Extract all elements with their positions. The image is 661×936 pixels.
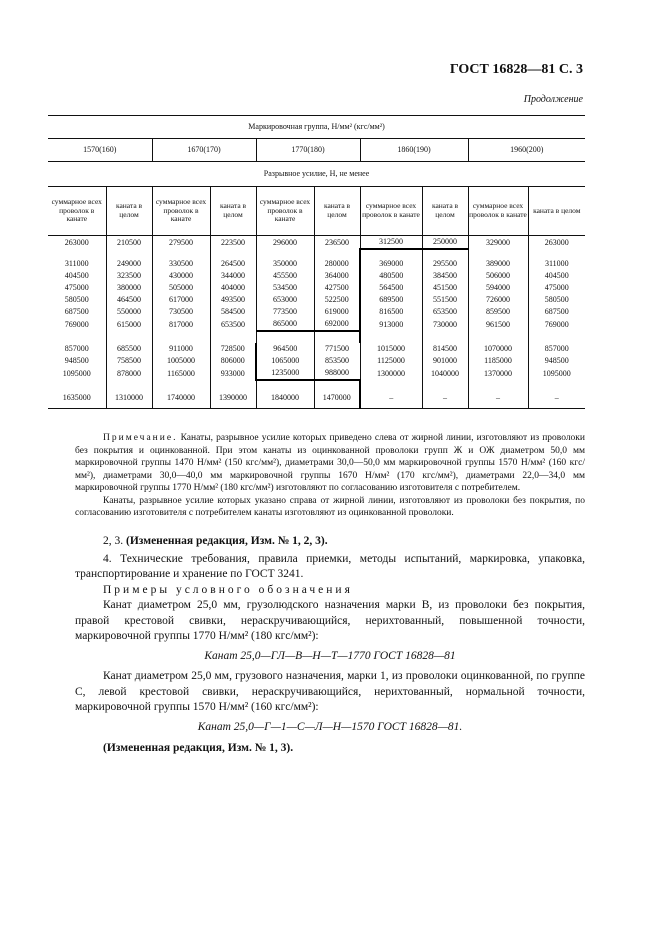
- col-header-total: суммарное всех проволок в канате: [152, 187, 210, 236]
- table-cell: 730500: [152, 306, 210, 318]
- table-cell: 210500: [106, 236, 152, 250]
- example-1-code: Канат 25,0—ГЛ—В—Н—Т—1770 ГОСТ 16828—81: [204, 649, 456, 662]
- table-cell: –: [468, 392, 528, 409]
- table-cell: 964500: [256, 343, 314, 355]
- table-cell: 913000: [360, 318, 422, 331]
- table-cell: 689500: [360, 294, 422, 306]
- table-cell: 364000: [314, 270, 360, 282]
- body-text: [75, 534, 585, 757]
- table-row: [48, 392, 585, 409]
- table-cell: 350000: [256, 258, 314, 270]
- table-cell: 948500: [528, 355, 585, 367]
- col-header-rope: каната в целом: [106, 187, 152, 236]
- table-cell: 522500: [314, 294, 360, 306]
- examples-heading: Примеры условного обозначения: [103, 583, 353, 596]
- table-row: [48, 355, 585, 367]
- table-cell: 1040000: [422, 367, 468, 380]
- col-header-total: суммарное всех проволок в канате: [360, 187, 422, 236]
- table-cell: 817000: [152, 318, 210, 331]
- table-row: [48, 282, 585, 294]
- table-cell: 223500: [210, 236, 256, 250]
- table-cell: 1390000: [210, 392, 256, 409]
- table-cell: 404500: [64, 271, 89, 281]
- table-cell: 773500: [256, 306, 314, 318]
- table-cell: 264500: [210, 258, 256, 270]
- note-paragraph: Канаты, разрывное усилие которых приведено слева от жирной линии, изготовляют из проволоки без покрытия и оцинкованной. При этом канаты из оцинкованной проволоки групп Ж и ОЖ диаметром 50,0 мм маркировочной группы 1470 Н/мм² (150 кгс/мм²), диаметрами 30,0—50,0 мм маркировочной группы 1570 Н/мм² (160 кгс/мм²), диаметрами 30,0—40,0 мм маркировочной группы 1670 Н/мм² (170 кгс/мм²), диаметрами 22,0—34,0 мм маркировочной группы 1770 Н/мм² (180 кгс/мм²) изготовляют по согласованию изготовителя с потребителем.: [75, 433, 586, 493]
- table-cell: 534500: [256, 282, 314, 294]
- table-cell: 1740000: [152, 392, 210, 409]
- table-cell: 1235000: [256, 367, 314, 380]
- table-cell: 236500: [314, 236, 360, 250]
- table-cell: 475000: [64, 283, 89, 293]
- table-cell: 619000: [314, 306, 360, 318]
- page-header: ГОСТ 16828—81 С. 3: [449, 62, 583, 77]
- table-cell: 580500: [64, 295, 89, 305]
- table-cell: 859500: [468, 306, 528, 318]
- table-cell: 728500: [210, 343, 256, 355]
- table-cell: 1005000: [152, 355, 210, 367]
- table-cell: 344000: [210, 270, 256, 282]
- table-cell: 263000: [528, 236, 585, 250]
- table-cell: 564500: [360, 282, 422, 294]
- table-cell: 1300000: [360, 367, 422, 380]
- col-header-rope: каната в целом: [314, 187, 360, 236]
- table-cell: 296000: [256, 236, 314, 250]
- table-cell: 584500: [210, 306, 256, 318]
- note-paragraph: Канаты, разрывное усилие которых указано справа от жирной линии, изготовляют из проволоки без покрытия, по согласованию изготовителя с потребителем канаты изготовляют из оцинкованной проволоки.: [75, 495, 585, 518]
- table-cell: –: [422, 392, 468, 409]
- table-cell: 389000: [468, 258, 528, 270]
- table-cell: 1370000: [468, 367, 528, 380]
- table-cell: 615000: [106, 318, 152, 331]
- col-header-total: суммарное всех проволок в канате: [468, 187, 528, 236]
- group-caption: Маркировочная группа, Н/мм² (кгс/мм²): [48, 116, 585, 139]
- table-cell: –: [360, 392, 422, 409]
- table-cell: 551500: [422, 294, 468, 306]
- table-cell: 550000: [106, 306, 152, 318]
- table-cell: 948500: [64, 356, 89, 366]
- table-cell: 961500: [468, 318, 528, 331]
- table-cell: 404000: [210, 282, 256, 294]
- table-cell: 250000: [422, 236, 468, 250]
- table-cell: 865000: [256, 318, 314, 331]
- table-row: [48, 306, 585, 318]
- table-cell: 594000: [468, 282, 528, 294]
- table-cell: 580500: [528, 294, 585, 306]
- table-row: [48, 294, 585, 306]
- table-cell: 687500: [64, 307, 89, 317]
- example-2-code: Канат 25,0—Г—1—С—Л—Н—1570 ГОСТ 16828—81.: [197, 720, 463, 733]
- table-cell: 692000: [314, 318, 360, 331]
- table-cell: 771500: [314, 343, 360, 355]
- table-cell: 730000: [422, 318, 468, 331]
- table-cell: 617000: [152, 294, 210, 306]
- group-header: 1570(160): [48, 139, 152, 162]
- table-cell: 1840000: [256, 392, 314, 409]
- table-cell: 493500: [210, 294, 256, 306]
- table-cell: 911000: [152, 343, 210, 355]
- table-cell: 653500: [422, 306, 468, 318]
- table-cell: 312500: [360, 236, 422, 250]
- table-cell: 451500: [422, 282, 468, 294]
- group-header: 1670(170): [152, 139, 256, 162]
- group-header: 1770(180): [256, 139, 360, 162]
- table-cell: 1095000: [62, 368, 91, 378]
- amendment-note: (Измененная редакция, Изм. № 1, 2, 3).: [126, 535, 328, 547]
- table-cell: 1165000: [152, 367, 210, 380]
- table-cell: 685500: [106, 343, 152, 355]
- table-cell: 814500: [422, 343, 468, 355]
- table-cell: 330500: [152, 258, 210, 270]
- table-cell: 1635000: [48, 392, 106, 409]
- table-cell: 505000: [152, 282, 210, 294]
- table-cell: 475000: [528, 282, 585, 294]
- table-cell: 1015000: [360, 343, 422, 355]
- example-1-text: Канат диаметром 25,0 мм, грузолюдского назначения марки В, из проволоки без покрытия, правой крестовой свивки, нераскручивающийся, нерихтованный, повышенной точности, маркировочной группы 1770 Н/мм² (180 кгс/мм²):: [75, 599, 585, 642]
- table-cell: 427500: [314, 282, 360, 294]
- table-cell: 933000: [210, 367, 256, 380]
- table-row: [48, 343, 585, 355]
- table-cell: 816500: [360, 306, 422, 318]
- table-cell: 988000: [314, 367, 360, 380]
- table-cell: 1470000: [314, 392, 360, 409]
- table-row: [48, 318, 585, 331]
- table-cell: 857000: [528, 343, 585, 355]
- table-cell: 506000: [468, 270, 528, 282]
- table-cell: 380000: [106, 282, 152, 294]
- table-cell: 1185000: [468, 355, 528, 367]
- row-gap: [48, 249, 585, 258]
- table-cell: 758500: [106, 355, 152, 367]
- breaking-force-table: [48, 115, 585, 409]
- table-cell: 878000: [106, 367, 152, 380]
- col-header-rope: каната в целом: [422, 187, 468, 236]
- table-cell: 249000: [106, 258, 152, 270]
- col-header-total: суммарное всех проволок в канате: [48, 187, 106, 236]
- table-cell: 687500: [528, 306, 585, 318]
- table-cell: 263000: [64, 237, 89, 247]
- table-cell: –: [528, 392, 585, 409]
- col-header-rope: каната в целом: [528, 187, 585, 236]
- note-block: [75, 432, 585, 520]
- table-cell: 653000: [256, 294, 314, 306]
- table-cell: 1065000: [256, 355, 314, 367]
- table-cell: 430000: [152, 270, 210, 282]
- table-cell: 311000: [528, 258, 585, 270]
- final-amendment-note: (Измененная редакция, Изм. № 1, 3).: [103, 742, 294, 754]
- group-header: 1860(190): [360, 139, 468, 162]
- table-cell: 901000: [422, 355, 468, 367]
- table-cell: 480500: [360, 270, 422, 282]
- table-cell: 1310000: [106, 392, 152, 409]
- table-cell: 653500: [210, 318, 256, 331]
- table-cell: 1125000: [360, 355, 422, 367]
- table-cell: 279500: [152, 236, 210, 250]
- table-cell: 455500: [256, 270, 314, 282]
- table-cell: 329000: [468, 236, 528, 250]
- col-header-total: суммарное всех проволок в канате: [256, 187, 314, 236]
- table-row: [48, 367, 585, 380]
- amendment-ref: 2, 3.: [103, 535, 124, 547]
- table-cell: 323500: [106, 270, 152, 282]
- table-row: [48, 270, 585, 282]
- table-cell: 311000: [64, 259, 89, 269]
- table-cell: 369000: [360, 258, 422, 270]
- table-cell: 857000: [64, 344, 89, 354]
- col-header-rope: каната в целом: [210, 187, 256, 236]
- force-caption: Разрывное усилие, Н, не менее: [48, 162, 585, 187]
- table-cell: 1095000: [528, 367, 585, 380]
- section-4: 4. Технические требования, правила приемки, методы испытаний, маркировка, упаковка, транспортирование и хранение по ГОСТ 3241.: [75, 552, 585, 580]
- continuation-label: Продолжение: [523, 94, 583, 105]
- example-2-text: Канат диаметром 25,0 мм, грузового назначения, марки 1, из проволоки оцинкованной, по группе С, левой крестовой свивки, нераскручивающийся, нерихтованный, нормальной точности, маркировочной группы 1570 Н/мм² (160 кгс/мм²):: [75, 670, 585, 713]
- table-cell: 726000: [468, 294, 528, 306]
- table-row: [48, 258, 585, 270]
- group-header: 1960(200): [468, 139, 585, 162]
- table-cell: 769000: [64, 319, 89, 329]
- table-cell: 280000: [314, 258, 360, 270]
- table-cell: 769000: [528, 318, 585, 331]
- table-cell: 853500: [314, 355, 360, 367]
- table-cell: 295500: [422, 258, 468, 270]
- table-cell: 384500: [422, 270, 468, 282]
- row-gap: [48, 380, 585, 392]
- table-cell: 464500: [106, 294, 152, 306]
- table-cell: 404500: [528, 270, 585, 282]
- note-label: Примечание.: [103, 433, 178, 443]
- table-row: [48, 236, 585, 250]
- table-cell: 806000: [210, 355, 256, 367]
- table-cell: 1070000: [468, 343, 528, 355]
- row-gap: [48, 331, 585, 343]
